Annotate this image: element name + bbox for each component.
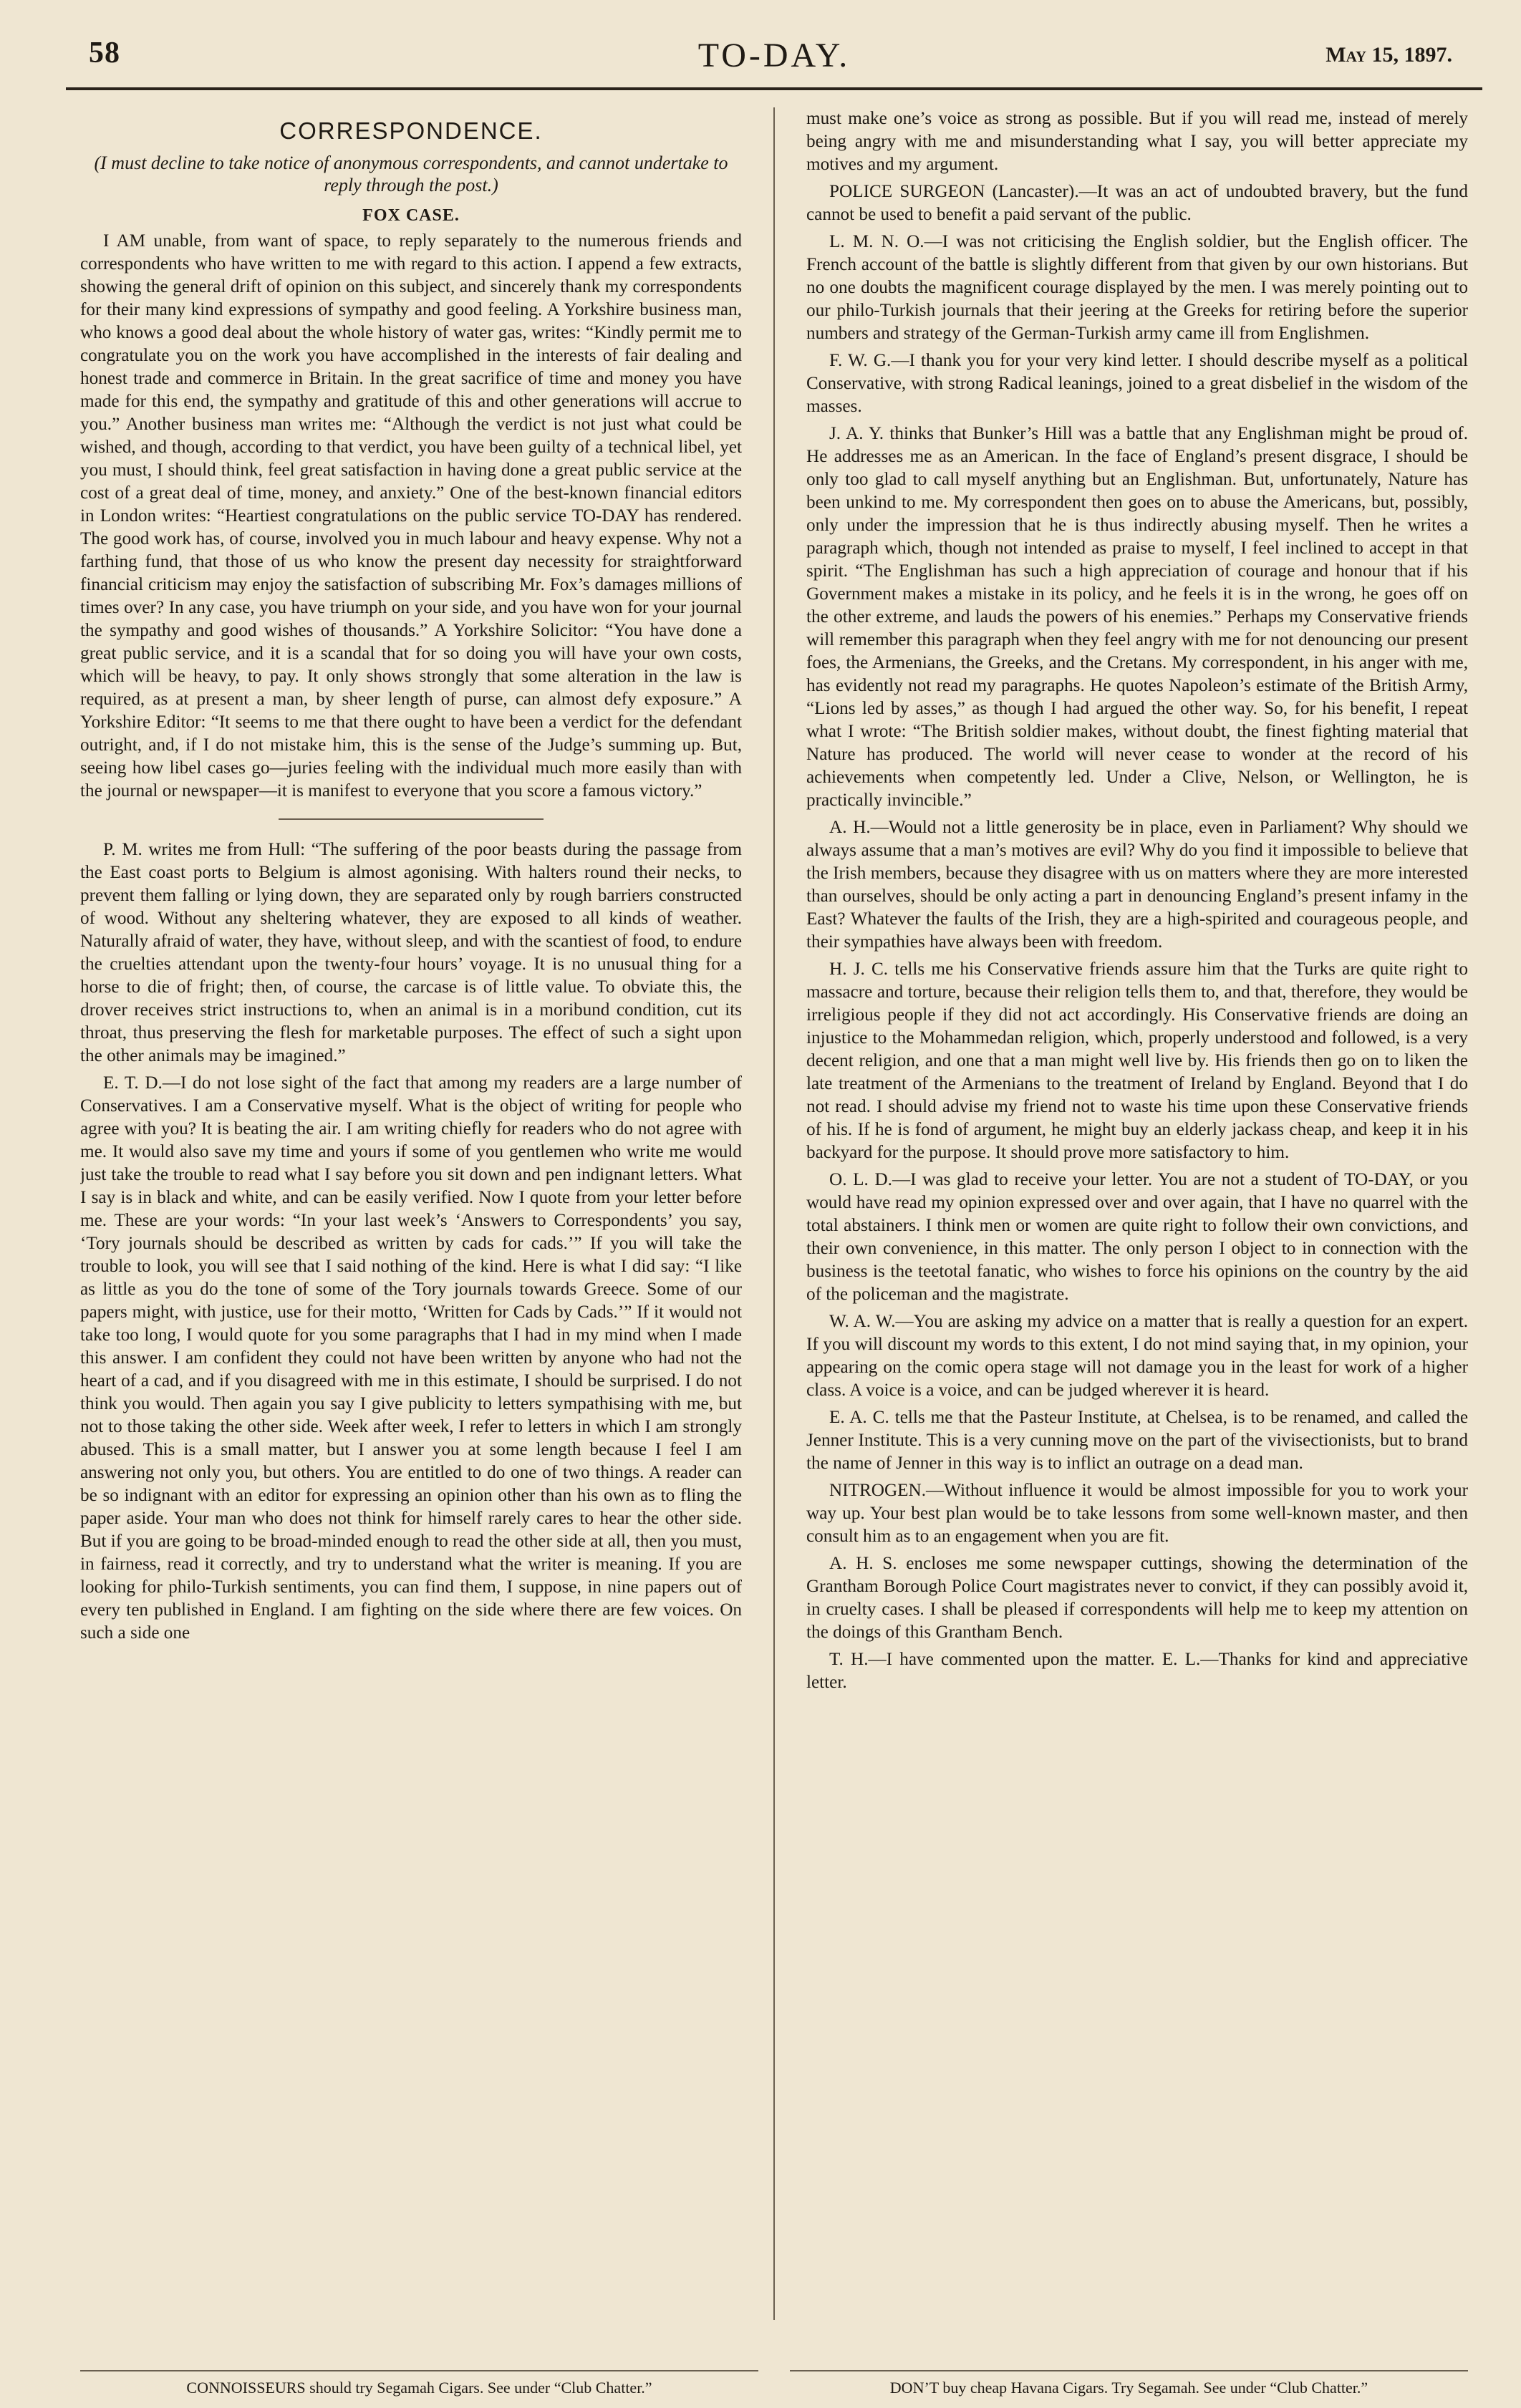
footer-ad-right: DON’T buy cheap Havana Cigars. Try Segamah. See under “Club Chatter.” [790,2370,1468,2397]
article-paragraph: NITROGEN.—Without influence it would be almost impossible for you to work your way up. Your best plan would be to take lessons from some well-known master, and then consult him as to an engagement when you are fit. [806,1481,1468,1546]
article-paragraph: I AM unable, from want of space, to reply separately to the numerous friends and correspondents who have written to me with regard to this action. I append a few extracts, showing the general drift of opinion on this subject, and sincerely thank my correspondents for their many kind expressions of sympathy and good feeling. A Yorkshire business man, who knows a good deal about the whole history of water gas, writes: “Kindly permit me to congratulate you on the work you have accomplished in the interests of fair dealing and honest trade and commerce in Britain. In the great sacrifice of time and money you have made for this end, the sympathy and gratitude of this and other generations will accrue to you.” Another business man writes me: “Although the verdict is not just what could be wished, and though, according to that verdict, you have been guilty of a technical libel, yet you must, I should think, feel great satisfaction in having done a great public service at the cost of a great deal of time, money, and anxiety.” One of the best-known financial editors in London writes: “Heartiest congratulations on the public service TO-DAY has rendered. The good work has, of course, involved you in much labour and heavy expense. Why not a farthing fund, that those of us who know the present day necessity for straightforward financial criticism may enjoy the satisfaction of subscribing Mr. Fox’s damages millions of times over? In any case, you have triumph on your side, and you have won for your journal the sympathy and good wishes of thousands.” A Yorkshire Solicitor: “You have done a great public service, and it is a scandal that for so doing you will have your own costs, which will be heavy, to pay. It only shows strongly that some alteration in the law is required, as at present a man, by sheer length of purse, can almost defy exposure.” A Yorkshire Editor: “It seems to me that there ought to have been a verdict for the defendant outright, and, if I do not mistake him, this is the sense of the Judge’s summing up. But, seeing how libel cases go—juries feeling with the individual much more easily than with the journal or newspaper—it is manifest to everyone that you score a famous victory.” [80,231,742,801]
editor-note: (I must decline to take notice of anonymous correspondents, and cannot undertake to reply through the post.) [94,153,728,196]
article-paragraph: O. L. D.—I was glad to receive your letter. You are not a student of TO-DAY, or you would have read my opinion expressed over and over again, that I have no quarrel with the total abstainers. I think men or women are quite right to follow their own convictions, and their own convenience, in this matter. The only person I object to in connection with the business is the teetotal fanatic, who wishes to force his opinions on the country by the aid of the policeman and the magistrate. [806,1170,1468,1304]
right-column [806,107,1468,2320]
section-title: CORRESPONDENCE. [279,117,543,144]
masthead-title: TO-DAY. [697,37,851,74]
article-paragraph: F. W. G.—I thank you for your very kind letter. I should describe myself as a political Conservative, with strong Radical leanings, joined to a great disbelief in the wisdom of the masses. [806,351,1468,416]
footer-ad-left: CONNOISSEURS should try Segamah Cigars. See under “Club Chatter.” [80,2370,758,2397]
article-paragraph: POLICE SURGEON (Lancaster).—It was an act of undoubted bravery, but the fund cannot be used to benefit a paid servant of the public. [806,182,1468,224]
article-paragraph: H. J. C. tells me his Conservative friends assure him that the Turks are quite right to massacre and torture, because their religion tells them to, and that, therefore, they would be irreligious people if they did not act accordingly. His Conservative friends are doing an injustice to the Mohammedan religion, which, properly understood and followed, is a very decent religion, and one that a man might well live by. His friends then go on to liken the late treatment of the Armenians to the treatment of Ireland by England. Beyond that I do not read. I should advise my friend not to waste his time upon these Conservative friends of his. If he is fond of argument, he might buy an elderly jackass cheap, and keep it in his backyard for the purpose. It should prove more satisfactory to him. [806,959,1468,1162]
columns [66,90,1482,2320]
page-number: 58 [89,37,120,69]
article-paragraph: T. H.—I have commented upon the matter. E. L.—Thanks for kind and appreciative letter. [806,1650,1468,1692]
article-paragraph: A. H.—Would not a little generosity be in place, even in Parliament? Why should we always assume that a man’s motives are evil? Why do you find it impossible to believe that the Irish members, because they disagree with us on matters where they are more interested than ourselves, should be only acting a part in denouncing England’s present infamy in the East? Whatever the faults of the Irish, they are a high-spirited and courageous people, and their sympathies have always been with freedom. [806,818,1468,952]
left-column [80,107,742,2320]
article-paragraph: P. M. writes me from Hull: “The suffering of the poor beasts during the passage from the East coast ports to Belgium is almost agonising. With halters round their necks, to prevent them falling or lying down, they are separated only by rough barriers constructed of wood. Without any sheltering whatever, they are exposed to all kinds of weather. Naturally afraid of water, they have, without sleep, and with the scantiest of food, to endure the cruelties attendant upon the twenty-four hours’ voyage. It is no unusual thing for a horse to die of fright; then, of course, the carcase is of little value. To obviate this, the drover receives strict instructions to, when an animal is in a moribund condition, cut its throat, thus preserving the flesh for marketable purposes. The effect of such a sight upon the other animals may be imagined.” [80,840,742,1066]
article-paragraph: J. A. Y. thinks that Bunker’s Hill was a battle that any Englishman might be proud of. He addresses me as an American. In the face of England’s present disgrace, I should be only too glad to call myself anything but an Englishman. But, unfortunately, Nature has been unkind to me. My correspondent then goes on to abuse the Americans, but, possibly, only under the impression that he is thus indirectly abusing myself. Then he writes a paragraph which, though not intended as praise to myself, I feel inclined to accept in that spirit. “The Englishman has such a high appreciation of courage and honour that if his Government makes a mistake in its policy, and he feels it is in the wrong, he goes off on the other extreme, and lauds the powers of his enemies.” Perhaps my Conservative friends will remember this paragraph when they feel angry with me for not denouncing our present foes, the Armenians, the Greeks, and the Cretans. My correspondent, in his anger with me, has evidently not read my paragraphs. He quotes Napoleon’s estimate of the British Army, “Lions led by asses,” as though I had argued the other way. So, for his benefit, I repeat what I wrote: “The British soldier makes, without doubt, the finest fighting material that Nature has produced. The world will never cease to wonder at the record of his achievements when competently led. Under a Clive, Nelson, or Wellington, he is practically invincible.” [806,424,1468,810]
article-paragraph: E. T. D.—I do not lose sight of the fact that among my readers are a large number of Conservatives. I am a Conservative myself. What is the object of writing for people who agree with you? It is beating the air. I am writing chiefly for readers who do not agree with me. It would also save my time and yours if some of you gentlemen who write me would just take the trouble to read what I say before you sit down and pen indignant letters. What I say is in black and white, and can be easily verified. Now I quote from your letter before me. These are your words: “In your last week’s ‘Answers to Correspondents’ you say, ‘Tory journals should be described as written by cads for cads.’” If you will take the trouble to look, you will see that I said nothing of the kind. Here is what I did say: “I like as little as you do the tone of some of the Tory journals towards Greece. Some of our papers might, with justice, use for their motto, ‘Written for Cads by Cads.’” If it would not take too long, I would quote for you some paragraphs that I had in my mind when I made this answer. I am confident they could not have been written by anyone who had not the heart of a cad, and if you disagreed with me in this estimate, I should be surprised. I do not think you would. Then again you say I give publicity to letters sympathising with me, but not to those taking the other side. Week after week, I refer to letters in which I am strongly abused. This is a small matter, but I answer you at some length because I feel I am answering not only you, but others. You are entitled to do one of two things. A reader can be so indignant with an editor for expressing an opinion other than his own as to fling the paper aside. Your man who does not think for himself rarely cares to hear the other side. But if you are going to be broad-minded enough to read the other side at all, then you must, in fairness, read it correctly, and try to understand what the writer is meaning. If you are looking for philo-Turkish sentiments, you can find them, I suppose, in nine papers out of every ten published in England. I am fighting on the side where there are few voices. On such a side one [80,1073,742,1643]
section-separator [279,818,544,820]
article-paragraph: L. M. N. O.—I was not criticising the English soldier, but the English officer. The French account of the battle is slightly different from that given by our own historians. But no one doubts the magnificent courage displayed by the men. I was merely pointing out to our philo-Turkish journals that their jeering at the Greeks for retiring before the superior numbers and strategy of the German-Turkish army came ill from Englishmen. [806,232,1468,343]
page-header [66,29,1482,74]
article-paragraph: W. A. W.—You are asking my advice on a matter that is really a question for an expert. If you will discount my words to this extent, I do not mind saying that, in my opinion, your appearing on the comic opera stage will not damage you in the least for work of a higher class. A voice is a voice, and can be judged wherever it is heard. [806,1312,1468,1400]
subheading: FOX CASE. [362,206,460,226]
column-divider [773,107,775,2320]
issue-date: May 15, 1897. [1326,43,1452,67]
page-footer [66,2370,1482,2397]
article-paragraph: A. H. S. encloses me some newspaper cuttings, showing the determination of the Grantham Borough Police Court magistrates never to convict, if they can possibly avoid it, in cruelty cases. I shall be pleased if correspondents will help me to keep my attention on the doings of this Grantham Bench. [806,1554,1468,1642]
article-paragraph: E. A. C. tells me that the Pasteur Institute, at Chelsea, is to be renamed, and called the Jenner Institute. This is a very cunning move on the part of the vivisectionists, but to brand the name of Jenner in this way is to inflict an outrage on a dead man. [806,1408,1468,1473]
article-paragraph: must make one’s voice as strong as possible. But if you will read me, instead of merely being angry with me and misunderstanding what I say, you will better appreciate my motives and my argument. [806,109,1468,174]
